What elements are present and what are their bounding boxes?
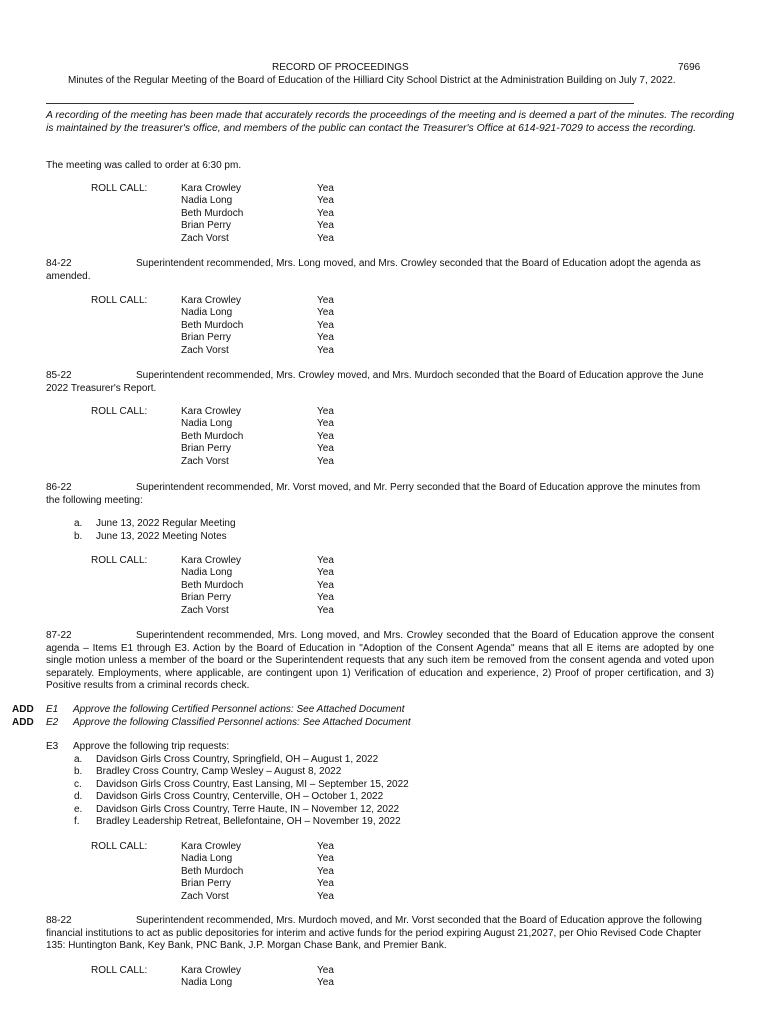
member-name: Zach Vorst: [181, 344, 229, 356]
member-name: Brian Perry: [181, 443, 232, 455]
add-label: ADD: [12, 716, 34, 728]
member-name: Kara Crowley: [181, 183, 242, 194]
item-text: Approve the following trip requests:: [73, 741, 230, 752]
roll-call-label: ROLL CALL:: [91, 555, 148, 566]
header-divider: [46, 103, 634, 104]
member-name: Beth Murdoch: [181, 207, 244, 219]
member-vote: Yea: [317, 332, 334, 344]
roll-call-label: ROLL CALL:: [91, 841, 148, 852]
motion-number: 88-22: [46, 915, 72, 926]
member-vote: Yea: [317, 406, 334, 417]
member-name: Brian Perry: [181, 220, 232, 232]
member-vote: Yea: [317, 977, 334, 989]
recording-note: A recording of the meeting has been made that accurately records the proceedings of the meeting and is deemed a part of the minutes. The recording is maintained by the treasurer's office, and members of the public can contact the Treasurer's Office at 614-921-7029 to access the recording.: [46, 110, 735, 134]
member-name: Brian Perry: [181, 332, 232, 344]
item-text: Approve the following Classified Personnel actions: See Attached Document: [73, 716, 411, 728]
member-name: Kara Crowley: [181, 555, 242, 566]
member-name: Zach Vorst: [181, 455, 229, 467]
member-vote: Yea: [317, 418, 334, 430]
roll-call-label: ROLL CALL:: [91, 295, 148, 306]
member-vote: Yea: [317, 853, 334, 865]
motion-number: 84-22: [46, 258, 72, 269]
member-vote: Yea: [317, 555, 334, 566]
member-vote: Yea: [317, 183, 334, 194]
member-name: Nadia Long: [181, 418, 233, 430]
add-label: ADD: [12, 704, 34, 715]
motion-text: Superintendent recommended, Mrs. Crowley moved, and Mrs. Murdoch seconded that the Board of Education approve the June 2022 Treasurer's Report.: [46, 370, 704, 394]
member-name: Nadia Long: [181, 307, 233, 319]
roll-call-label: ROLL CALL:: [91, 406, 148, 417]
member-name: Nadia Long: [181, 567, 233, 579]
add-item-e2: [0, 717, 770, 730]
item-code: E1: [46, 704, 59, 715]
member-name: Zach Vorst: [181, 890, 229, 902]
member-name: Beth Murdoch: [181, 865, 244, 877]
motion-text: Superintendent recommended, Mrs. Long moved, and Mrs. Crowley seconded that the Board of Education adopt the agenda as amended.: [46, 258, 701, 282]
member-vote: Yea: [317, 592, 334, 604]
motion-88-22: [46, 915, 718, 953]
motion-text: Superintendent recommended, Mr. Vorst moved, and Mr. Perry seconded that the Board of Education approve the minutes from the following meeting:: [46, 482, 701, 506]
member-vote: Yea: [317, 455, 334, 467]
motion-85-22: [46, 370, 716, 395]
member-name: Nadia Long: [181, 853, 233, 865]
member-vote: Yea: [317, 604, 334, 616]
member-name: Kara Crowley: [181, 841, 242, 852]
member-vote: Yea: [317, 430, 334, 442]
motion-84-22: [46, 258, 716, 283]
motion-number: 86-22: [46, 482, 72, 493]
e3-item: [0, 741, 770, 754]
motion-87-22: [46, 630, 714, 693]
member-vote: Yea: [317, 307, 334, 319]
member-name: Kara Crowley: [181, 965, 242, 976]
roll-call-label: ROLL CALL:: [91, 965, 148, 976]
member-name: Zach Vorst: [181, 232, 229, 244]
roll-call-label: ROLL CALL:: [91, 183, 148, 194]
add-item-e1: [0, 704, 770, 717]
member-vote: Yea: [317, 567, 334, 579]
member-name: Kara Crowley: [181, 406, 242, 417]
member-name: Brian Perry: [181, 878, 232, 890]
motion-number: 87-22: [46, 630, 72, 641]
member-name: Nadia Long: [181, 977, 233, 989]
member-vote: Yea: [317, 195, 334, 207]
member-vote: Yea: [317, 890, 334, 902]
meeting-subtitle: Minutes of the Regular Meeting of the Board of Education of the Hilliard City School District at the Administration Building on July 7, 2022.: [68, 75, 676, 86]
member-vote: Yea: [317, 878, 334, 890]
member-vote: Yea: [317, 232, 334, 244]
member-vote: Yea: [317, 965, 334, 976]
call-to-order: The meeting was called to order at 6:30 pm.: [46, 160, 242, 171]
item-code: E3: [46, 741, 59, 752]
member-vote: Yea: [317, 865, 334, 877]
member-vote: Yea: [317, 344, 334, 356]
member-name: Beth Murdoch: [181, 430, 244, 442]
member-name: Nadia Long: [181, 195, 233, 207]
item-code: E2: [46, 716, 59, 728]
motion-text: Superintendent recommended, Mrs. Murdoch moved, and Mr. Vorst seconded that the Board of Education approve the following financial institutions to act as public depositories for interim and active funds for the period expiring August 21,2027, per Ohio Revised Code Chapter 135: Huntington Bank, Key Bank, PNC Bank, J.P. Morgan Chase Bank, and Premier Bank.: [46, 915, 702, 951]
member-name: Kara Crowley: [181, 295, 242, 306]
member-vote: Yea: [317, 220, 334, 232]
member-vote: Yea: [317, 207, 334, 219]
item-text: Approve the following Certified Personnel actions: See Attached Document: [73, 704, 405, 715]
member-vote: Yea: [317, 841, 334, 852]
motion-86-22: [46, 482, 716, 507]
motion-text: Superintendent recommended, Mrs. Long moved, and Mrs. Crowley seconded that the Board of Education approve the consent agenda – Items E1 through E3. Action by the Board of Education in "Adoption of the Consent Agenda" means that all E items are adopted by one single motion unless a member of the board or the Superintendent requests that any such item be removed from the consent agenda and voted upon separately. Employments, where applicable, are contingent upon 1) Verification of education and experience, 2) Proof of proper certification, and 3) Positive results from a criminal records check.: [46, 630, 714, 691]
member-vote: Yea: [317, 443, 334, 455]
member-vote: Yea: [317, 579, 334, 591]
motion-number: 85-22: [46, 370, 72, 381]
page-number: 7696: [678, 62, 701, 73]
member-name: Zach Vorst: [181, 604, 229, 616]
member-vote: Yea: [317, 295, 334, 306]
member-vote: Yea: [317, 319, 334, 331]
member-name: Beth Murdoch: [181, 319, 244, 331]
member-name: Beth Murdoch: [181, 579, 244, 591]
document-title: RECORD OF PROCEEDINGS: [272, 62, 409, 73]
member-name: Brian Perry: [181, 592, 232, 604]
